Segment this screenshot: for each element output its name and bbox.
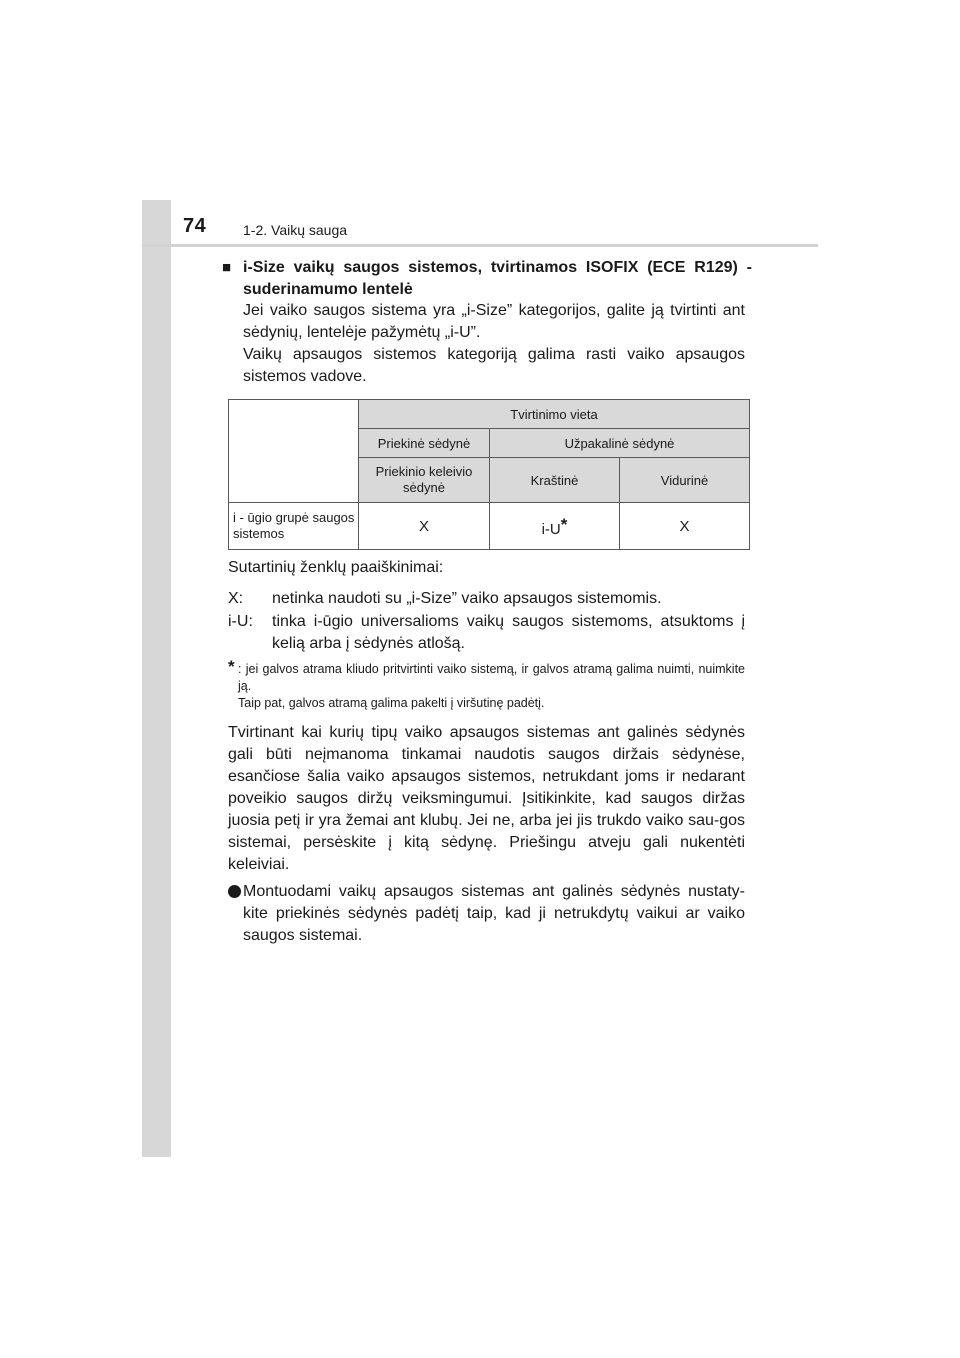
legend-text-iu: tinka i-ūgio universalioms vaikų saugos sistemoms, atsuktoms į kelią arba į sėdynės atlošą.	[272, 613, 745, 652]
footnote-mark: *	[560, 514, 568, 534]
footnote	[228, 657, 745, 712]
table-header-location: Tvirtinimo vieta	[359, 400, 750, 429]
intro-paragraph-1: Jei vaiko saugos sistema yra „i-Size” kategorijos, galite ją tvirtinti ant sėdynių, lentelėje pažymėtų „i-U”.	[243, 302, 745, 341]
table-header-outer: Kraštinė	[490, 458, 620, 503]
footnote-line-1: : jei galvos atrama kliudo pritvirtinti vaiko sistemą, ir galvos atramą galima nuimti, nuimkite ją.	[238, 662, 745, 693]
table-row-label: i - ūgio grupė saugos sistemos	[229, 503, 359, 550]
bullet-dot-icon	[228, 885, 241, 898]
bullet-item	[228, 881, 745, 947]
intro-text	[243, 300, 745, 388]
table-header-middle: Vidurinė	[620, 458, 750, 503]
legend-item-x	[228, 588, 745, 610]
footnote-line-2: Taip pat, galvos atramą galima pakelti į viršutinę padėtį.	[238, 696, 545, 710]
table-cell-front: X	[359, 503, 490, 550]
square-bullet-icon: ■	[222, 259, 232, 276]
legend-key-iu: i-U:	[228, 613, 253, 630]
footnote-star: *	[228, 657, 235, 676]
table-cell-middle: X	[620, 503, 750, 550]
table-corner-cell	[229, 400, 359, 503]
section-title: 1-2. Vaikų sauga	[243, 222, 348, 238]
margin-tab	[142, 200, 171, 1157]
compatibility-table	[228, 399, 750, 550]
table-header-front-seat: Priekinė sėdynė	[359, 429, 490, 458]
table-cell-outer	[490, 503, 620, 550]
bullet-text: Montuodami vaikų apsaugos sistemas ant galinės sėdynės nustaty-kite priekinės sėdynės padėtį taip, kad ji netrukdytų vaikui ar vaiko saugos sistemai.	[243, 883, 745, 944]
table-cell-outer-value: i-U	[541, 520, 561, 538]
intro-paragraph-2: Vaikų apsaugos sistemos kategoriją galima rasti vaiko apsaugos sistemos vadove.	[243, 346, 745, 385]
body-paragraph: Tvirtinant kai kurių tipų vaiko apsaugos sistemas ant galinės sėdynės gali būti neįmanoma tinkamai naudotis saugos diržais sėdynėse, esančiose šalia vaiko apsaugos sistemos, netrukdant joms ir nedarant poveikio saugos diržų veiksmingumui. Įsitikinkite, kad saugos diržas juosia petį ir yra žemai ant klubų. Jei ne, arba jei jis trukdo vaiko sau-gos sistemai, persėskite į kitą sėdynę. Priešingu atveju gali nukentėti keleiviai.	[228, 724, 745, 873]
table-header-front-passenger: Priekinio keleivio sėdynė	[359, 458, 490, 503]
legend-item-iu	[228, 611, 745, 655]
block-heading-text: i-Size vaikų saugos sistemos, tvirtinamos ISOFIX (ECE R129) - suderinamumo lentelė	[243, 259, 752, 298]
legend-text-x: netinka naudoti su „i-Size” vaiko apsaugos sistemomis.	[272, 590, 662, 607]
legend-key-x: X:	[228, 590, 244, 607]
page-number: 74	[183, 215, 207, 237]
table-header-rear-seat: Užpakalinė sėdynė	[490, 429, 750, 458]
block-heading	[222, 257, 752, 301]
legend-title: Sutartinių ženklų paaiškinimai:	[228, 559, 444, 576]
header-divider	[142, 244, 818, 247]
